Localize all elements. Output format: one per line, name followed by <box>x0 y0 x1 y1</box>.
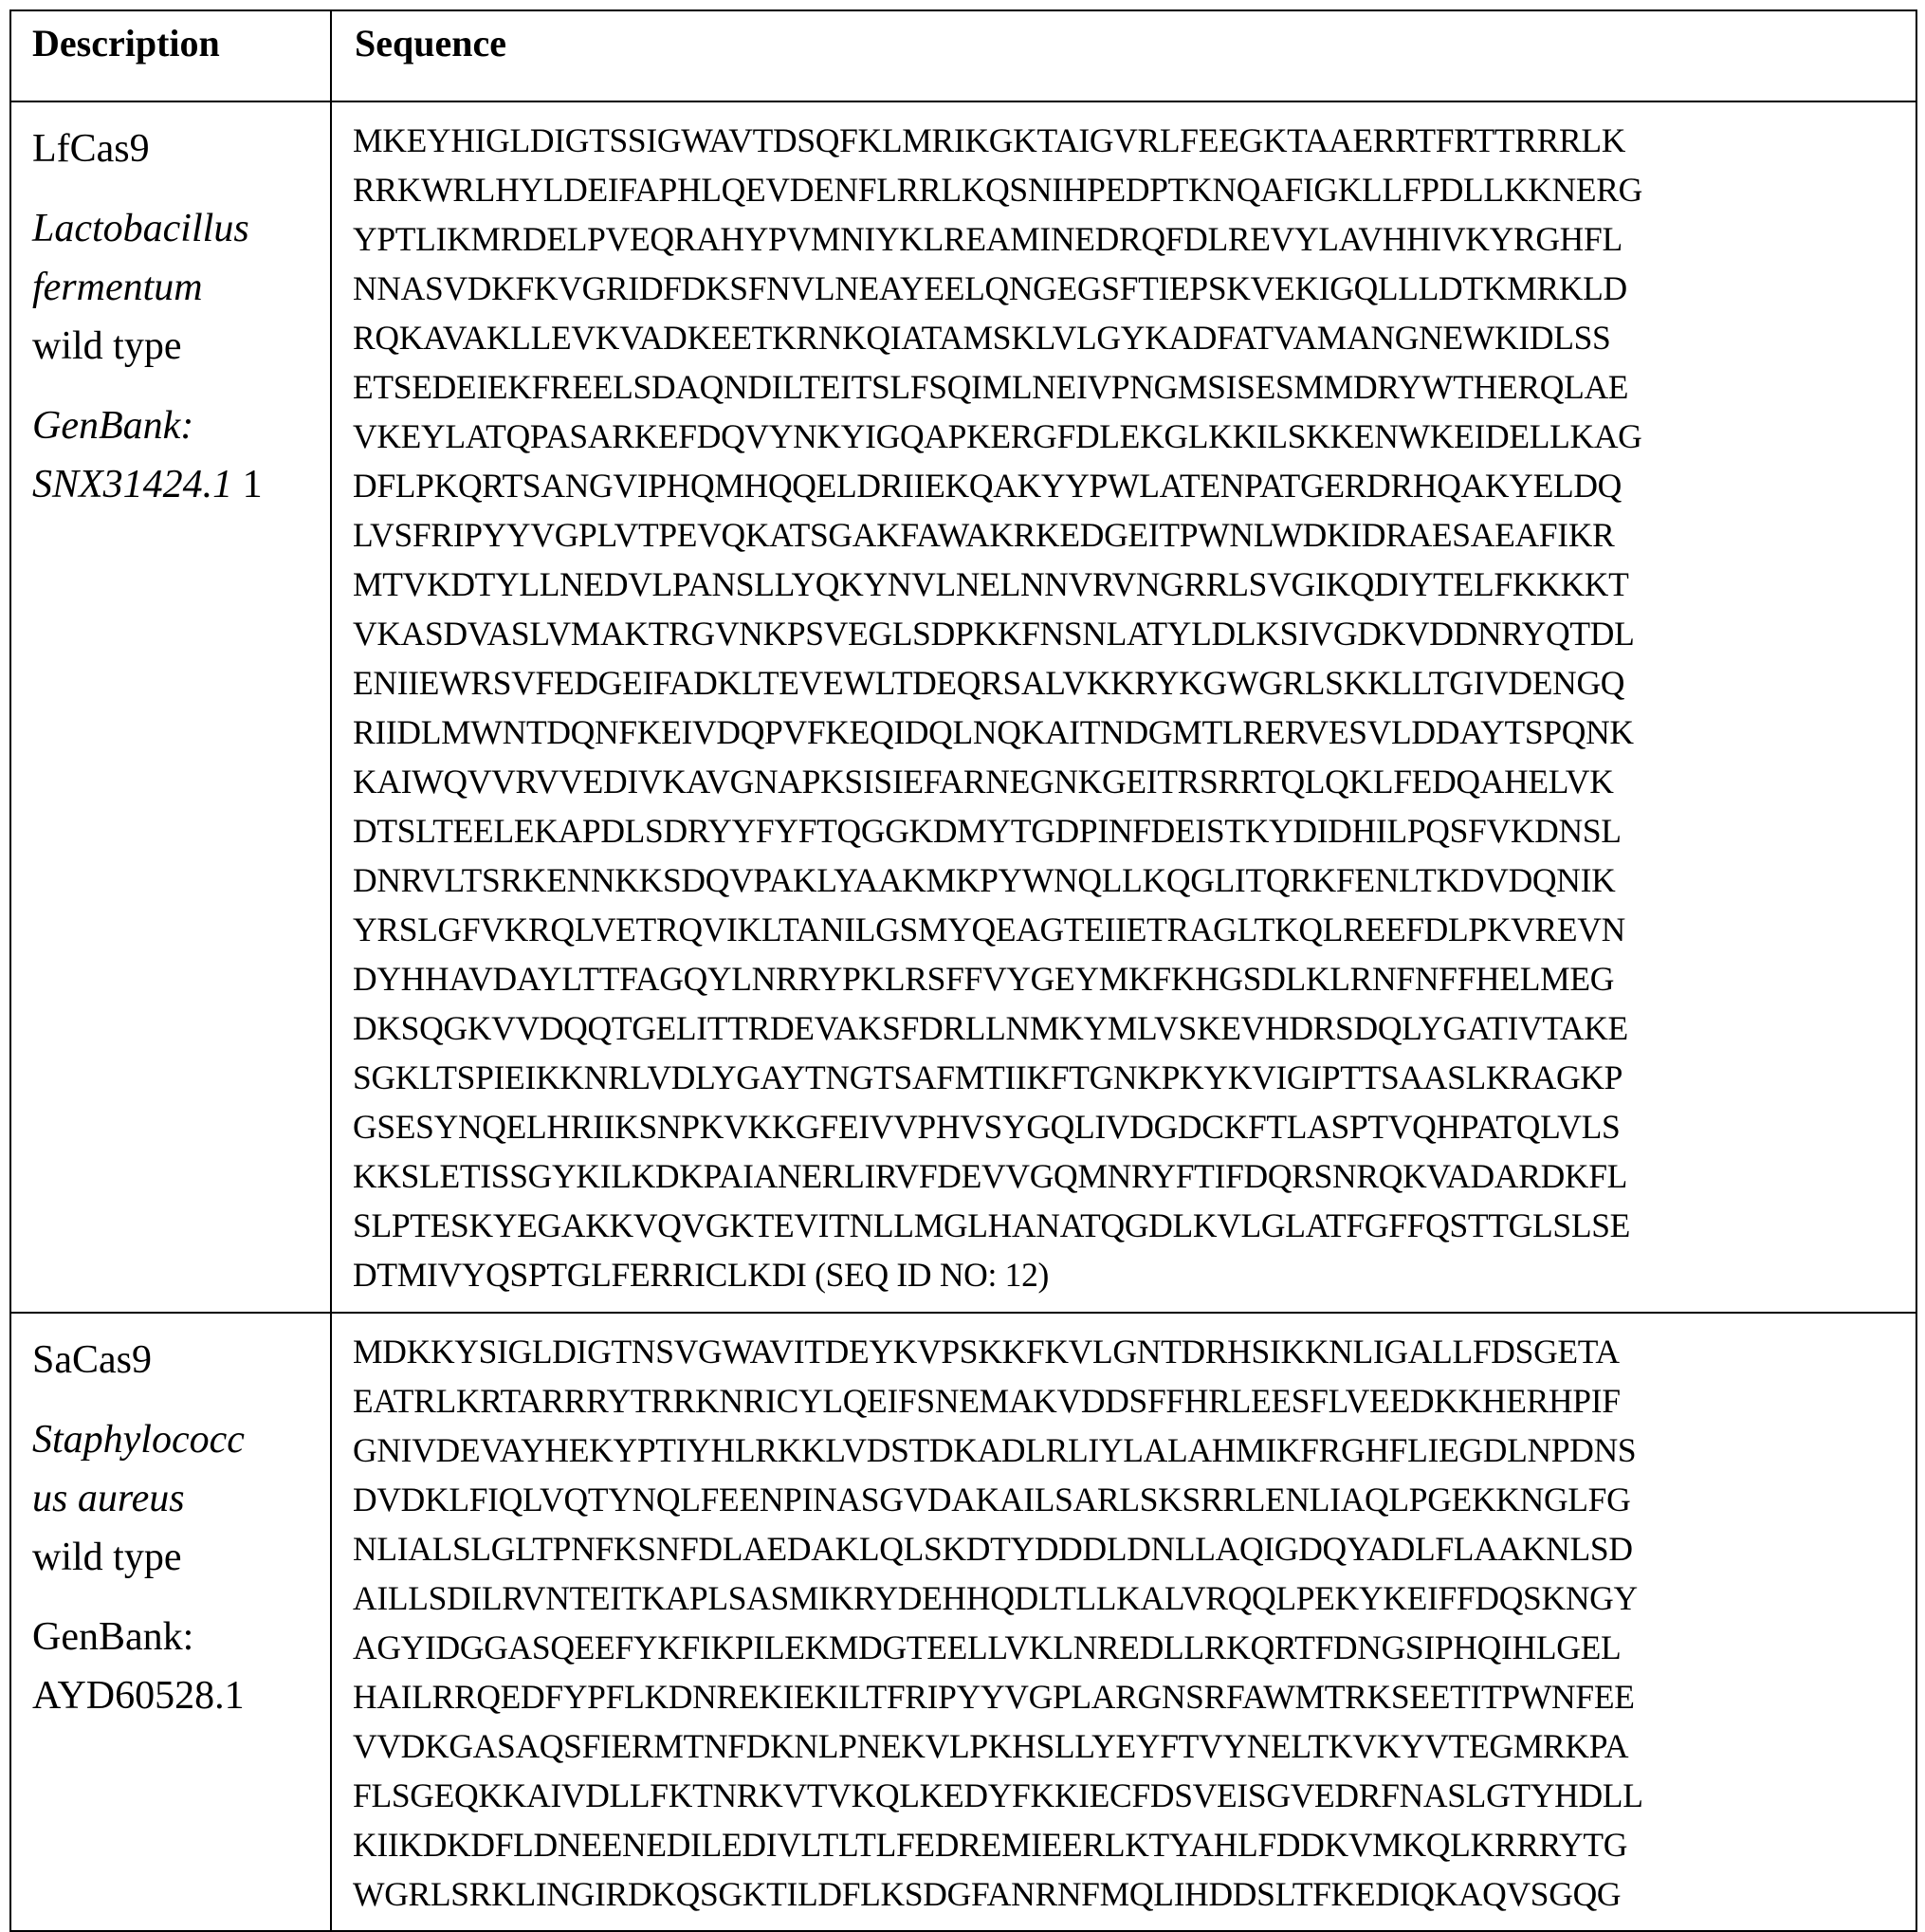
table-row-lfcas9 <box>10 101 1916 1313</box>
sequence-line: EATRLKRTARRRYTRRKNRICYLQEIFSNEMAKVDDSFFHRLEESFLVEEDKKHERHPIF <box>353 1376 1916 1426</box>
genbank <box>32 396 321 514</box>
organism-line: fermentum <box>32 266 203 309</box>
sequence-line: GNIVDEVAYHEKYPTIYHLRKKLVDSTDKADLRLIYLALAHMIKFRGHFLIEGDLNPDNS <box>353 1426 1916 1475</box>
genbank-id: SNX31424.1 <box>32 463 232 506</box>
genbank-suffix: 1 <box>232 463 263 506</box>
header-description: Description <box>10 10 331 101</box>
genbank-label: GenBank: <box>32 404 193 448</box>
description-cell <box>10 101 331 1313</box>
organism <box>32 199 321 376</box>
sequence-cell <box>331 1313 1916 1931</box>
sequence-line: MDKKYSIGLDIGTNSVGWAVITDEYKVPSKKFKVLGNTDRHSIKKNLIGALLFDSGETA <box>353 1327 1916 1376</box>
sequence-line: DFLPKQRTSANGVIPHQMHQQELDRIIEKQAKYYPWLATENPATGERDRHQAKYELDQ <box>353 461 1916 510</box>
header-sequence: Sequence <box>331 10 1916 101</box>
sequence-line: YRSLGFVKRQLVETRQVIKLTANILGSMYQEAGTEIIETRAGLTKQLREEFDLPKVREVN <box>353 905 1916 954</box>
sequence-line: DTMIVYQSPTGLFERRICLKDI (SEQ ID NO: 12) <box>353 1250 1916 1299</box>
sequence-line: DKSQGKVVDQQTGELITTRDEVAKSFDRLLNMKYMLVSKEVHDRSDQLYGATIVTAKE <box>353 1003 1916 1053</box>
sequence-line: DVDKLFIQLVQTYNQLFEENPINASGVDAKAILSARLSKSRRLENLIAQLPGEKKNGLFG <box>353 1475 1916 1524</box>
sequence-line: DYHHAVDAYLTTFAGQYLNRRYPKLRSFFVYGEYMKFKHGSDLKLRNFNFFHELMEG <box>353 954 1916 1003</box>
protein-name: SaCas9 <box>32 1331 321 1389</box>
sequence-line: VVDKGASAQSFIERMTNFDKNLPNEKVLPKHSLLYEYFTVYNELTKVKYVTEGMRKPA <box>353 1721 1916 1771</box>
variant-type: wild type <box>32 1536 181 1579</box>
sequence-line: NNASVDKFKVGRIDFDKSFNVLNEAYEELQNGEGSFTIEPSKVEKIGQLLLDTKMRKLD <box>353 264 1916 313</box>
genbank-label: GenBank: <box>32 1615 193 1659</box>
sequence-line: AGYIDGGASQEEFYKFIKPILEKMDGTEELLVKLNREDLLRKQRTFDNGSIPHQIHLGEL <box>353 1623 1916 1672</box>
sequence-line: VKEYLATQPASARKEFDQVYNKYIGQAPKERGFDLEKGLKKILSKKENWKEIDELLKAG <box>353 412 1916 461</box>
genbank-id: AYD60528.1 <box>32 1674 245 1718</box>
sequence-line: MKEYHIGLDIGTSSIGWAVTDSQFKLMRIKGKTAIGVRLFEEGKTAAERRTFRTTRRRLK <box>353 116 1916 165</box>
sequence-cell <box>331 101 1916 1313</box>
genbank <box>32 1608 321 1725</box>
sequence-line: LVSFRIPYYVGPLVTPEVQKATSGAKFAWAKRKEDGEITPWNLWDKIDRAESAEAFIKR <box>353 510 1916 560</box>
sequence-line: MTVKDTYLLNEDVLPANSLLYQKYNVLNELNNVRVNGRRLSVGIKQDIYTELFKKKKT <box>353 560 1916 609</box>
organism-line: Staphylococc <box>32 1418 245 1462</box>
organism <box>32 1410 321 1587</box>
sequence-table <box>9 9 1917 1932</box>
sequence-line: ETSEDEIEKFREELSDAQNDILTEITSLFSQIMLNEIVPNGMSISESMMDRYWTHERQLAE <box>353 362 1916 412</box>
sequence-line: YPTLIKMRDELPVEQRAHYPVMNIYKLREAMINEDRQFDLREVYLAVHHIVKYRGHFL <box>353 214 1916 264</box>
header-row <box>10 10 1916 101</box>
sequence-line: RRKWRLHYLDEIFAPHLQEVDENFLRRLKQSNIHPEDPTKNQAFIGKLLFPDLLKKNERG <box>353 165 1916 214</box>
sequence-line: RQKAVAKLLEVKVADKEETKRNKQIATAMSKLVLGYKADFATVAMANGNEWKIDLSS <box>353 313 1916 362</box>
variant-type: wild type <box>32 324 181 368</box>
sequence-line: HAILRRQEDFYPFLKDNREKIEKILTFRIPYYVGPLARGNSRFAWMTRKSEETITPWNFEE <box>353 1672 1916 1721</box>
sequence-line: KIIKDKDFLDNEENEDILEDIVLTLTLFEDREMIEERLKTYAHLFDDKVMKQLKRRRYTG <box>353 1820 1916 1869</box>
sequence-line: RIIDLMWNTDQNFKEIVDQPVFKEQIDQLNQKAITNDGMTLRERVESVLDDAYTSPQNK <box>353 708 1916 757</box>
organism-line: us aureus <box>32 1477 185 1520</box>
sequence-line: DNRVLTSRKENNKKSDQVPAKLYAAKMKPYWNQLLKQGLITQRKFENLTKDVDQNIK <box>353 856 1916 905</box>
table-row-sacas9 <box>10 1313 1916 1931</box>
sequence-line: KKSLETISSGYKILKDKPAIANERLIRVFDEVVGQMNRYFTIFDQRSNRQKVADARDKFL <box>353 1151 1916 1201</box>
sequence-line: WGRLSRKLINGIRDKQSGKTILDFLKSDGFANRNFMQLIHDDSLTFKEDIQKAQVSGQG <box>353 1869 1916 1919</box>
description-cell <box>10 1313 331 1931</box>
sequence-line: SLPTESKYEGAKKVQVGKTEVITNLLMGLHANATQGDLKVLGLATFGFFQSTTGLSLSE <box>353 1201 1916 1250</box>
organism-line: Lactobacillus <box>32 207 249 250</box>
sequence-line: GSESYNQELHRIIKSNPKVKKGFEIVVPHVSYGQLIVDGDCKFTLASPTVQHPATQLVLS <box>353 1102 1916 1151</box>
sequence-line: SGKLTSPIEIKKNRLVDLYGAYTNGTSAFMTIIKFTGNKPKYKVIGIPTTSAASLKRAGKP <box>353 1053 1916 1102</box>
sequence-line: AILLSDILRVNTEITKAPLSASMIKRYDEHHQDLTLLKALVRQQLPEKYKEIFFDQSKNGY <box>353 1573 1916 1623</box>
sequence-line: KAIWQVVRVVEDIVKAVGNAPKSISIEFARNEGNKGEITRSRRTQLQKLFEDQAHELVK <box>353 757 1916 806</box>
sequence-line: DTSLTEELEKAPDLSDRYYFYFTQGGKDMYTGDPINFDEISTKYDIDHILPQSFVKDNSL <box>353 806 1916 856</box>
sequence-line: FLSGEQKKAIVDLLFKTNRKVTVKQLKEDYFKKIECFDSVEISGVEDRFNASLGTYHDLL <box>353 1771 1916 1820</box>
protein-name: LfCas9 <box>32 120 321 178</box>
sequence-line: ENIIEWRSVFEDGEIFADKLTEVEWLTDEQRSALVKKRYKGWGRLSKKLLTGIVDENGQ <box>353 658 1916 708</box>
sequence-line: NLIALSLGLTPNFKSNFDLAEDAKLQLSKDTYDDDLDNLLAQIGDQYADLFLAAKNLSD <box>353 1524 1916 1573</box>
sequence-line: VKASDVASLVMAKTRGVNKPSVEGLSDPKKFNSNLATYLDLKSIVGDKVDDNRYQTDL <box>353 609 1916 658</box>
